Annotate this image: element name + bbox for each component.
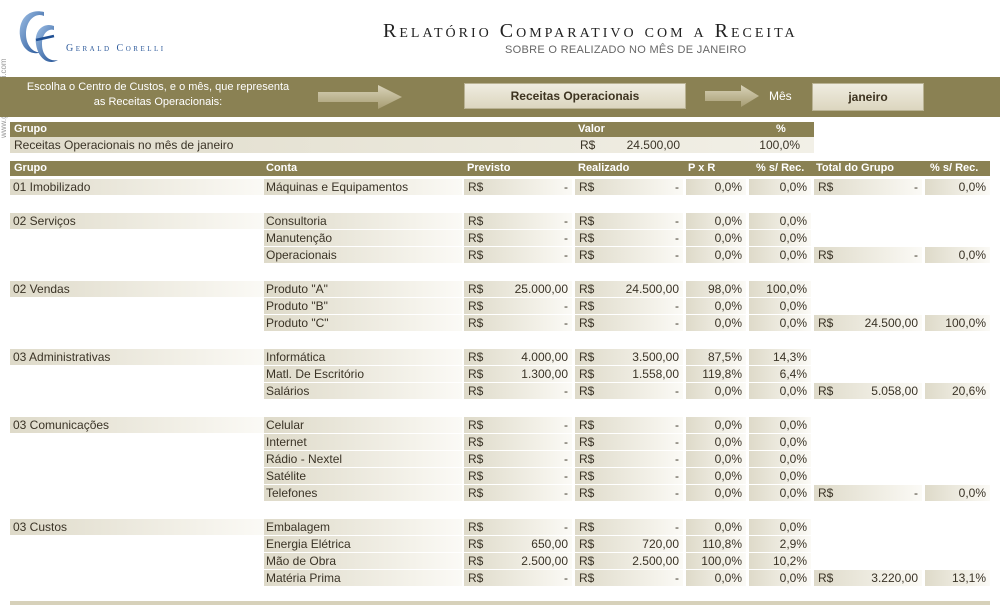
realizado-cell [575,247,683,263]
group-name-text: 03 Administrativas [13,350,111,364]
previsto-value: 25.000,00 [514,282,568,296]
currency-label: R$ [579,520,595,534]
currency-label: R$ [579,214,595,228]
pct-rec-value: 10,2% [772,554,807,568]
realizado-value: - [675,469,679,483]
currency-label: R$ [579,299,595,313]
currency-label: R$ [468,214,484,228]
group-name-text: 02 Serviços [13,214,76,228]
realizado-cell [575,366,683,382]
previsto-value: 1.300,00 [521,367,568,381]
pct-rec-value: 0,0% [779,214,807,228]
currency-label: R$ [468,452,484,466]
cost-center-select[interactable]: Receitas Operacionais [464,83,686,109]
account-name-text: Produto "A" [266,282,328,296]
pxr-value: 87,5% [707,350,742,364]
account-name [264,281,462,297]
revenue-currency: R$ [580,138,596,152]
realizado-cell [575,485,683,501]
realizado-cell [575,298,683,314]
currency-label: R$ [468,554,484,568]
currency-label: R$ [468,367,484,381]
arrow-right-icon [705,84,761,112]
previsto-value: - [564,316,568,330]
pxr-value: 0,0% [714,571,742,585]
group-total-pct-cell [925,570,990,586]
pxr-value: 0,0% [714,486,742,500]
previsto-value: - [564,231,568,245]
realizado-value: - [675,520,679,534]
pct-rec-cell [749,383,811,399]
realizado-cell [575,383,683,399]
currency-label: R$ [468,520,484,534]
account-name-text: Máquinas e Equipamentos [266,180,409,194]
pct-rec-cell [749,179,811,195]
pxr-value: 119,8% [702,367,742,381]
pct-rec-value: 14,3% [772,350,807,364]
currency-label: R$ [579,180,595,194]
realizado-value: - [675,452,679,466]
pct-rec-cell [749,519,811,535]
currency-label: R$ [579,452,595,466]
currency-label: R$ [579,248,595,262]
account-name-text: Rádio - Nextel [266,452,343,466]
pxr-value: 100,0% [701,554,742,568]
currency-label: R$ [468,469,484,483]
group-total-pct-value: 0,0% [958,248,986,262]
group-name-text: 02 Vendas [13,282,70,296]
previsto-value: - [564,452,568,466]
account-name [264,553,462,569]
previsto-cell [464,468,572,484]
col-conta: Conta [266,162,298,174]
instruction-text: Escolha o Centro de Custos, e o mês, que representa as Receitas Operacionais: [26,81,290,108]
group-total-value: 24.500,00 [864,316,918,330]
previsto-value: - [564,299,568,313]
group-name-text: 01 Imobilizado [13,180,91,194]
group-total-value: 5.058,00 [871,384,918,398]
previsto-cell [464,366,572,382]
currency-label: R$ [579,469,595,483]
currency-label: R$ [818,486,834,500]
currency-label: R$ [579,231,595,245]
account-name [264,434,462,450]
revenue-pct: 100,0% [759,138,800,152]
currency-label: R$ [579,571,595,585]
previsto-cell [464,536,572,552]
currency-label: R$ [468,180,484,194]
pct-rec-value: 100,0% [766,282,807,296]
pxr-value: 0,0% [714,316,742,330]
pct-rec-value: 0,0% [779,248,807,262]
pct-rec-cell [749,536,811,552]
previsto-value: 4.000,00 [521,350,568,364]
group-name [10,349,265,365]
pct-rec-value: 0,0% [779,316,807,330]
arrow-right-icon [318,84,404,114]
realizado-cell [575,230,683,246]
previsto-cell [464,315,572,331]
group-name-text: 03 Custos [13,520,68,534]
previsto-value: - [564,435,568,449]
pxr-cell [686,570,746,586]
pxr-value: 110,8% [702,537,742,551]
previsto-cell [464,349,572,365]
pxr-cell [686,349,746,365]
previsto-cell [464,570,572,586]
revenue-row [10,137,814,153]
account-name [264,451,462,467]
account-name-text: Matéria Prima [266,571,341,585]
pxr-value: 98,0% [707,282,742,296]
pct-rec-value: 0,0% [779,520,807,534]
currency-label: R$ [579,537,595,551]
currency-label: R$ [468,282,484,296]
currency-label: R$ [468,384,484,398]
group-total-cell [814,485,922,501]
pct-rec-cell [749,451,811,467]
pct-rec-cell [749,298,811,314]
realizado-value: 24.500,00 [625,282,679,296]
account-name [264,570,462,586]
brand-name: Gerald Corelli [66,43,166,54]
previsto-value: - [564,248,568,262]
revenue-header-pct: % [776,123,786,135]
previsto-cell [464,230,572,246]
pct-rec-cell [749,434,811,450]
realizado-value: - [675,231,679,245]
group-total-cell [814,179,922,195]
previsto-value: - [564,418,568,432]
pxr-cell [686,553,746,569]
group-total-cell [814,570,922,586]
realizado-value: - [675,486,679,500]
pct-rec-cell [749,213,811,229]
previsto-cell [464,417,572,433]
currency-label: R$ [468,418,484,432]
page-subtitle: SOBRE O REALIZADO NO MÊS DE JANEIRO [505,44,747,56]
pxr-cell [686,366,746,382]
group-name-text: 03 Comunicações [13,418,110,432]
col-previsto: Previsto [467,162,511,174]
realizado-value: - [675,384,679,398]
gc-logo [14,6,62,68]
currency-label: R$ [579,554,595,568]
realizado-cell [575,349,683,365]
account-name-text: Matl. De Escritório [266,367,365,381]
month-label: Mês [769,89,792,103]
realizado-value: - [675,248,679,262]
pct-rec-value: 0,0% [779,486,807,500]
pxr-cell [686,417,746,433]
pxr-value: 0,0% [714,418,742,432]
pct-rec-value: 0,0% [779,571,807,585]
pxr-value: 0,0% [714,231,742,245]
currency-label: R$ [579,384,595,398]
realizado-cell [575,417,683,433]
group-total-value: 3.220,00 [871,571,918,585]
realizado-value: 720,00 [642,537,679,551]
group-total-pct-value: 0,0% [958,180,986,194]
pxr-cell [686,247,746,263]
account-name-text: Produto "C" [266,316,329,330]
pct-rec-value: 0,0% [779,231,807,245]
previsto-value: 650,00 [531,537,568,551]
realizado-cell [575,434,683,450]
pct-rec-value: 0,0% [779,384,807,398]
currency-label: R$ [468,231,484,245]
pct-rec-value: 0,0% [779,180,807,194]
account-name [264,383,462,399]
realizado-cell [575,519,683,535]
realizado-value: 3.500,00 [632,350,679,364]
previsto-value: - [564,571,568,585]
currency-label: R$ [579,350,595,364]
col-grupo: Grupo [14,162,47,174]
pxr-cell [686,536,746,552]
pct-rec-cell [749,281,811,297]
account-name-text: Produto "B" [266,299,328,313]
account-name-text: Mão de Obra [266,554,337,568]
pxr-cell [686,230,746,246]
realizado-value: - [675,299,679,313]
table-header [10,161,990,176]
pxr-value: 0,0% [714,214,742,228]
pxr-cell [686,519,746,535]
previsto-cell [464,298,572,314]
pct-rec-value: 0,0% [779,418,807,432]
account-name [264,298,462,314]
pct-rec-value: 0,0% [779,435,807,449]
realizado-cell [575,315,683,331]
account-name [264,230,462,246]
account-name [264,213,462,229]
pxr-cell [686,315,746,331]
group-name [10,519,265,535]
pct-rec-cell [749,366,811,382]
revenue-header [10,122,814,137]
page-title: Relatório Comparativo com a Receita [383,20,798,42]
currency-label: R$ [468,486,484,500]
pct-rec-cell [749,349,811,365]
previsto-value: - [564,469,568,483]
realizado-cell [575,451,683,467]
col-total-grupo: Total do Grupo [816,162,895,174]
pxr-value: 0,0% [714,452,742,466]
previsto-value: - [564,214,568,228]
currency-label: R$ [818,316,834,330]
currency-label: R$ [818,571,834,585]
previsto-cell [464,247,572,263]
account-name-text: Embalagem [266,520,331,534]
previsto-cell [464,485,572,501]
account-name [264,315,462,331]
col-pct-rec-2: % s/ Rec. [930,162,979,174]
group-name [10,417,265,433]
group-total-cell [814,247,922,263]
group-total-pct-cell [925,179,990,195]
col-pxr: P x R [688,162,716,174]
realizado-value: 2.500,00 [632,554,679,568]
table-continuation-strip [10,601,990,605]
pxr-cell [686,434,746,450]
pct-rec-cell [749,553,811,569]
pct-rec-cell [749,230,811,246]
previsto-cell [464,383,572,399]
realizado-value: - [675,571,679,585]
previsto-value: - [564,384,568,398]
col-realizado: Realizado [578,162,630,174]
currency-label: R$ [579,367,595,381]
realizado-cell [575,179,683,195]
currency-label: R$ [579,282,595,296]
group-total-pct-value: 100,0% [945,316,986,330]
pxr-value: 0,0% [714,180,742,194]
currency-label: R$ [818,248,834,262]
previsto-cell [464,281,572,297]
account-name [264,349,462,365]
group-total-value: - [914,248,918,262]
pct-rec-value: 0,0% [779,452,807,466]
account-name [264,366,462,382]
pct-rec-cell [749,247,811,263]
pxr-cell [686,281,746,297]
account-name-text: Satélite [266,469,307,483]
realizado-cell [575,213,683,229]
account-name-text: Energia Elétrica [266,537,351,551]
group-total-pct-cell [925,247,990,263]
group-total-value: - [914,180,918,194]
realizado-value: 1.558,00 [632,367,679,381]
revenue-label: Receitas Operacionais no mês de janeiro [14,138,234,152]
currency-label: R$ [468,299,484,313]
pxr-cell [686,451,746,467]
previsto-value: - [564,520,568,534]
group-total-cell [814,315,922,331]
previsto-cell [464,179,572,195]
pxr-value: 0,0% [714,248,742,262]
pxr-cell [686,468,746,484]
currency-label: R$ [818,384,834,398]
currency-label: R$ [579,418,595,432]
pct-rec-cell [749,485,811,501]
account-name [264,536,462,552]
pxr-cell [686,213,746,229]
group-total-value: - [914,486,918,500]
previsto-cell [464,553,572,569]
realizado-cell [575,553,683,569]
pxr-value: 0,0% [714,299,742,313]
pct-rec-value: 0,0% [779,299,807,313]
previsto-cell [464,519,572,535]
account-name-text: Informática [266,350,326,364]
group-total-pct-cell [925,383,990,399]
pct-rec-value: 6,4% [779,367,807,381]
pct-rec-cell [749,315,811,331]
currency-label: R$ [468,571,484,585]
account-name-text: Consultoria [266,214,327,228]
pct-rec-cell [749,417,811,433]
pxr-cell [686,298,746,314]
col-pct-rec: % s/ Rec. [756,162,805,174]
revenue-header-grupo: Grupo [14,123,47,135]
previsto-value: 2.500,00 [521,554,568,568]
account-name [264,247,462,263]
revenue-value: 24.500,00 [626,138,680,152]
currency-label: R$ [468,248,484,262]
previsto-cell [464,434,572,450]
realizado-cell [575,570,683,586]
realizado-value: - [675,214,679,228]
realizado-value: - [675,418,679,432]
account-name [264,519,462,535]
group-name [10,179,265,195]
group-total-pct-value: 20,6% [951,384,986,398]
currency-label: R$ [468,537,484,551]
group-total-cell [814,383,922,399]
group-name [10,281,265,297]
currency-label: R$ [468,316,484,330]
currency-label: R$ [818,180,834,194]
realizado-cell [575,468,683,484]
realizado-value: - [675,435,679,449]
pxr-value: 0,0% [714,469,742,483]
group-total-pct-cell [925,315,990,331]
account-name-text: Celular [266,418,305,432]
month-select[interactable]: janeiro [812,83,924,111]
currency-label: R$ [579,435,595,449]
account-name-text: Manutenção [266,231,333,245]
previsto-cell [464,213,572,229]
pxr-cell [686,383,746,399]
account-name-text: Operacionais [266,248,337,262]
revenue-header-valor: Valor [578,123,605,135]
pxr-cell [686,179,746,195]
realizado-cell [575,281,683,297]
realizado-cell [575,536,683,552]
group-total-pct-value: 0,0% [958,486,986,500]
pct-rec-value: 0,0% [779,469,807,483]
account-name [264,468,462,484]
previsto-cell [464,451,572,467]
group-total-pct-cell [925,485,990,501]
pct-rec-value: 2,9% [779,537,807,551]
account-name-text: Telefones [266,486,318,500]
account-name [264,485,462,501]
currency-label: R$ [468,350,484,364]
currency-label: R$ [579,486,595,500]
realizado-value: - [675,316,679,330]
account-name-text: Salários [266,384,310,398]
account-name [264,179,462,195]
group-name [10,213,265,229]
account-name [264,417,462,433]
pxr-cell [686,485,746,501]
currency-label: R$ [468,435,484,449]
pxr-value: 0,0% [714,520,742,534]
pxr-value: 0,0% [714,384,742,398]
group-total-pct-value: 13,1% [951,571,986,585]
currency-label: R$ [579,316,595,330]
pct-rec-cell [749,468,811,484]
previsto-value: - [564,486,568,500]
realizado-value: - [675,180,679,194]
account-name-text: Internet [266,435,307,449]
pxr-value: 0,0% [714,435,742,449]
pct-rec-cell [749,570,811,586]
previsto-value: - [564,180,568,194]
